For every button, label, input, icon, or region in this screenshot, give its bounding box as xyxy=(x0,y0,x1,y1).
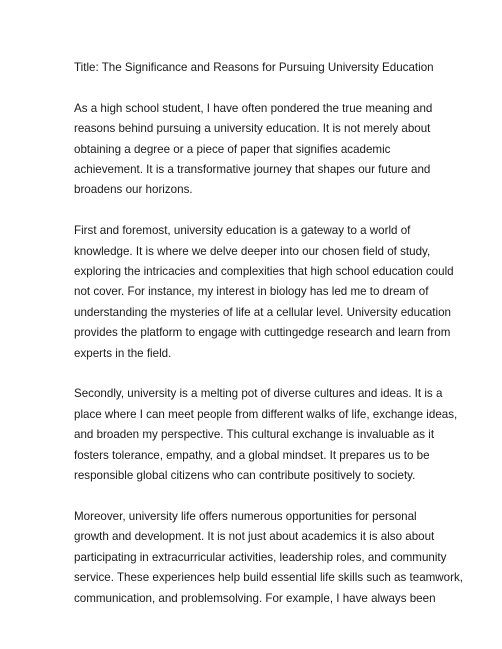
text-line: First and foremost, university education is a gateway to a world of xyxy=(74,224,411,238)
text-line: understanding the mysteries of life at a cellular level. University education xyxy=(74,305,451,319)
text-line: not cover. For instance, my interest in biology has led me to dream of xyxy=(74,285,429,299)
text-line: service. These experiences help build essential life skills such as teamwork, xyxy=(74,571,464,585)
text-line: Moreover, university life offers numerous opportunities for personal xyxy=(74,509,417,523)
text-line: As a high school student, I have often pondered the true meaning and xyxy=(74,101,433,115)
text-line: provides the platform to engage with cuttingedge research and learn from xyxy=(74,326,451,340)
document-title: Title: The Significance and Reasons for Pursuing University Education xyxy=(74,61,434,74)
text-line: reasons behind pursuing a university education. It is not merely about xyxy=(74,122,431,136)
text-line: experts in the field. xyxy=(74,346,172,360)
paragraph-4 xyxy=(74,507,464,609)
text-line: and broaden my perspective. This cultural exchange is invaluable as it xyxy=(74,428,435,442)
text-line: obtaining a degree or a piece of paper that signifies academic xyxy=(74,142,391,156)
paragraph-3 xyxy=(74,384,458,486)
text-line: exploring the intricacies and complexities that high school education could xyxy=(74,265,454,279)
text-line: knowledge. It is where we delve deeper into our chosen field of study, xyxy=(74,244,431,258)
text-line: fosters tolerance, empathy, and a global mindset. It prepares us to be xyxy=(74,448,430,462)
paragraph-1 xyxy=(74,99,434,201)
text-line: Secondly, university is a melting pot of diverse cultures and ideas. It is a xyxy=(74,387,443,401)
text-line: communication, and problemsolving. For example, I have always been xyxy=(74,591,436,605)
text-line: place where I can meet people from different walks of life, exchange ideas, xyxy=(74,407,458,421)
paragraph-2 xyxy=(74,221,454,364)
text-line: broadens our horizons. xyxy=(74,183,193,197)
document-body xyxy=(74,58,464,629)
text-line: achievement. It is a transformative journey that shapes our future and xyxy=(74,163,431,177)
text-line: responsible global citizens who can contribute positively to society. xyxy=(74,469,416,483)
text-line: growth and development. It is not just about academics it is also about xyxy=(74,530,435,544)
text-line: participating in extracurricular activities, leadership roles, and community xyxy=(74,550,447,564)
